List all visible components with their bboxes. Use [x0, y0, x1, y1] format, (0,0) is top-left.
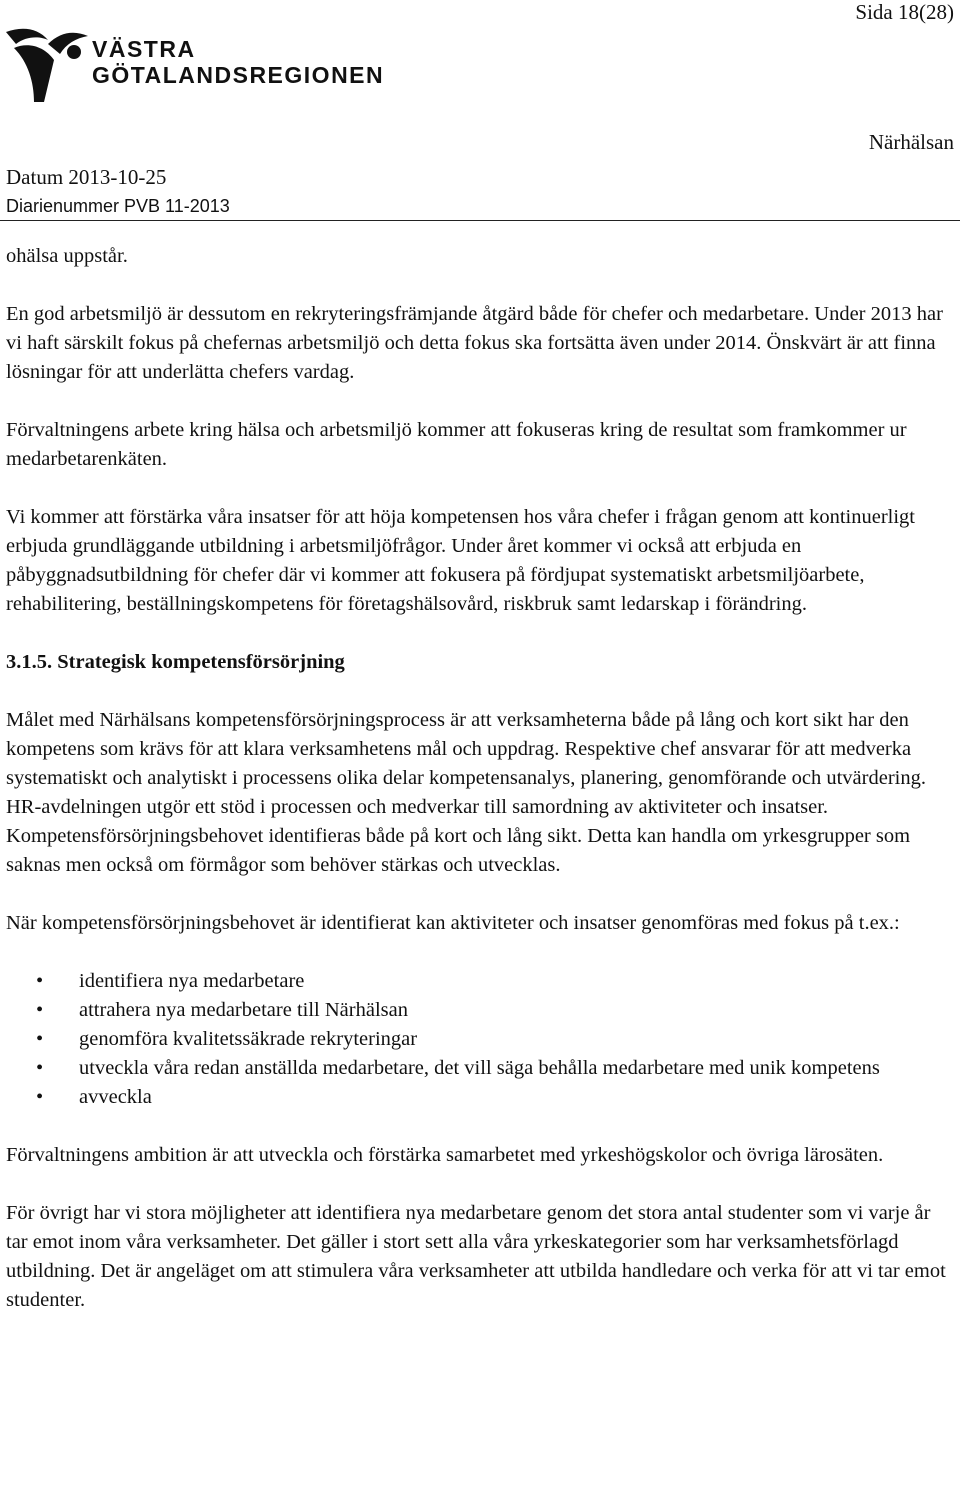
logo-emblem-icon: [4, 22, 90, 108]
section-heading: 3.1.5. Strategisk kompetensförsörjning: [6, 651, 345, 673]
paragraph: Vi kommer att förstärka våra insatser för att höja kompetensen hos våra chefer i frågan genom att kontinuerligt erbjuda grundläggande utbildning i arbetsmiljöfrågor. Under året kommer vi också att erbjuda en påbyggnadsutbildning för chefer där vi kommer att fokusera på fördjupat systematiskt arbetsmiljöarbete, rehabilitering, beställningskompetens för företagshälsovård, riskbruk samt ledarskap i förändring.: [6, 506, 915, 615]
list-item-text: genomföra kvalitetssäkrade rekryteringar: [79, 1028, 418, 1050]
document-body: [6, 242, 956, 1344]
list-item: [6, 967, 956, 996]
paragraph: Målet med Närhälsans kompetensförsörjningsprocess är att verksamheterna både på lång och kort sikt har den kompetens som krävs för att klara verksamhetens mål och uppdrag. Respektive chef ansvarar för att medverka systematiskt och analytiskt i processens olika delar kompetensanalys, planering, genomförande och utvärdering. HR-avdelningen utgör ett stöd i processen och medverkar till samordning av aktiviteter och insatser. Kompetensförsörjningsbehovet identifieras både på kort och lång sikt. Detta kan handla om yrkesgrupper som saknas men också om förmågor som behöver stärkas och utvecklas.: [6, 709, 926, 876]
page-number: Sida 18(28): [855, 0, 954, 24]
list-item: [6, 1025, 956, 1054]
unit-name: Närhälsan: [868, 130, 954, 154]
bullet-icon: •: [36, 970, 44, 992]
list-item-text: attrahera nya medarbetare till Närhälsan: [79, 999, 408, 1021]
bullet-icon: •: [36, 1028, 44, 1050]
logo-wordmark: [92, 36, 384, 88]
bullet-icon: •: [36, 999, 44, 1021]
list-item-text: avveckla: [79, 1086, 152, 1108]
paragraph: När kompetensförsörjningsbehovet är identifierat kan aktiviteter och insatser genomföras med fokus på t.ex.:: [6, 912, 900, 934]
bullet-icon: •: [36, 1086, 44, 1108]
list-item: [6, 1083, 956, 1112]
list-item-text: identifiera nya medarbetare: [79, 970, 305, 992]
paragraph: Förvaltningens arbete kring hälsa och arbetsmiljö kommer att fokuseras kring de resultat som framkommer ur medarbetarenkäten.: [6, 419, 907, 470]
list-item: [6, 1054, 956, 1083]
organization-logo: [4, 22, 404, 112]
paragraph: ohälsa uppstår.: [6, 245, 128, 267]
logo-line-1: VÄSTRA: [92, 36, 196, 62]
list-item-text: utveckla våra redan anställda medarbetare, det vill säga behålla medarbetare med unik kompetens: [79, 1057, 880, 1079]
document-date: Datum 2013-10-25: [6, 165, 167, 189]
diarienummer: Diarienummer PVB 11-2013: [6, 196, 230, 216]
bullet-icon: •: [36, 1057, 44, 1079]
header-divider: [0, 220, 960, 221]
bullet-list: [6, 967, 956, 1112]
list-item: [6, 996, 956, 1025]
logo-line-2: GÖTALANDSREGIONEN: [92, 62, 385, 88]
paragraph: En god arbetsmiljö är dessutom en rekryteringsfrämjande åtgärd både för chefer och medarbetare. Under 2013 har vi haft särskilt fokus på chefernas arbetsmiljö och detta fokus ska fortsätta även under 2014. Önskvärt är att finna lösningar för att underlätta chefers vardag.: [6, 303, 943, 383]
paragraph: Förvaltningens ambition är att utveckla och förstärka samarbetet med yrkeshögskolor och övriga lärosäten.: [6, 1144, 884, 1166]
paragraph: För övrigt har vi stora möjligheter att identifiera nya medarbetare genom det stora antal studenter som vi varje år tar emot inom våra verksamheter. Det gäller i stort sett alla våra yrkeskategorier som har verksamhetsförlagd utbildning. Det är angeläget om att stimulera våra verksamheter att utbilda handledare och verka för att vi tar emot studenter.: [6, 1202, 946, 1311]
